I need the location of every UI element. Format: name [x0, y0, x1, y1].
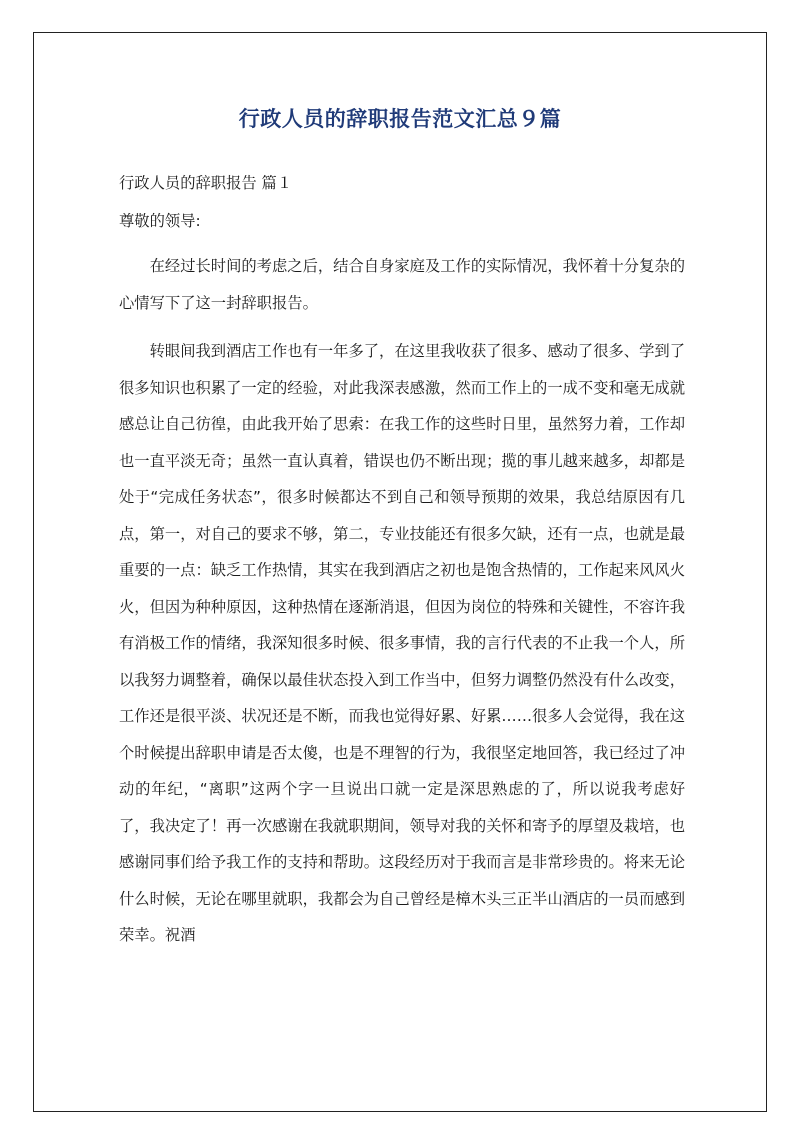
paragraph-intro: 在经过长时间的考虑之后，结合自身家庭及工作的实际情况，我怀着十分复杂的心情写下了这一封辞职报告。: [119, 257, 685, 312]
salutation: 尊敬的领导:: [119, 212, 201, 230]
paragraph-body: 转眼间我到酒店工作也有一年多了，在这里我收获了很多、感动了很多、学到了很多知识也积累了一定的经验，对此我深表感激，然而工作上的一成不变和毫无成就感总让自己彷徨，由此我开始了思索：在我工作的这些时日里，虽然努力着，工作却也一直平淡无奇；虽然一直认真着，错误也仍不断出现；揽的事儿越来越多，却都是处于“完成任务状态”，很多时候都达不到自己和领导预期的效果，我总结原因有几点，第一，对自己的要求不够，第二，专业技能还有很多欠缺，还有一点，也就是最重要的一点：缺乏工作热情，其实在我到酒店之初也是饱含热情的，工作起来风风火火，但因为种种原因，这种热情在逐渐消退，但因为岗位的特殊和关键性，不容许我有消极工作的情绪，我深知很多时候、很多事情，我的言行代表的不止我一个人，所以我努力调整着，确保以最佳状态投入到工作当中，但努力调整仍然没有什么改变，工作还是很平淡、状况还是不断，而我也觉得好累、好累……很多人会觉得，我在这个时候提出辞职申请是否太傻，也是不理智的行为，我很坚定地回答，我已经过了冲动的年纪，“离职”这两个字一旦说出口就一定是深思熟虑的了，所以说我考虑好了，我决定了！再一次感谢在我就职期间，领导对我的关怀和寄予的厚望及栽培，也感谢同事们给予我工作的支持和帮助。这段经历对于我而言是非常珍贵的。将来无论什么时候，无论在哪里就职，我都会为自己曾经是樟木头三正半山酒店的一员而感到荣幸。祝酒: [119, 342, 685, 944]
document-title: 行政人员的辞职报告范文汇总９篇: [238, 107, 562, 131]
section-subtitle: 行政人员的辞职报告 篇１: [119, 174, 293, 192]
